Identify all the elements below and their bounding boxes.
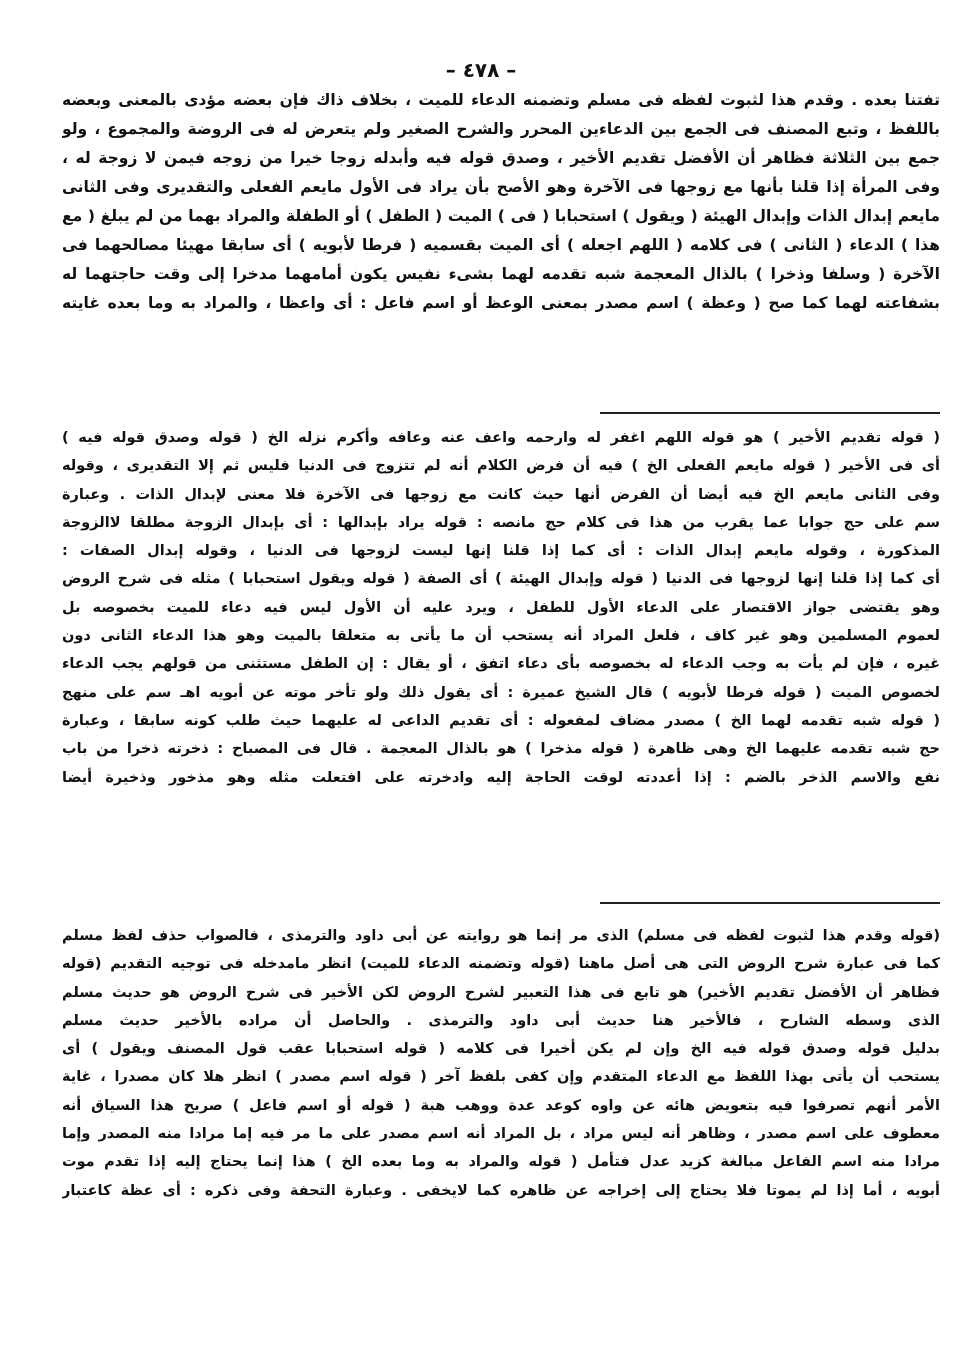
text-line: مايعم إبدال الذات وإبدال الهيئة ( ويقول ) استحبابا ( فى ) الميت ( الطفل ) أو الطفلة والمراد بهما من لم يبلغ ( مع: [62, 207, 940, 225]
main-text: [62, 86, 940, 318]
text-line: لعموم المسلمين وهو غير كاف ، فلعل المراد أنه يستحب أن ما يأتى به متعلقا بالميت وهو هذا الدعاء الثانى دون: [62, 628, 940, 645]
text-line: باللفظ ، وتبع المصنف فى الجمع بين الدعاءين المحرر والشرح الصغير ولم يتعرض له فى الروضة والمجموع ، ولو: [62, 120, 940, 138]
text-line: الذى وسطه الشارح ، فالأخير هنا حديث أبى داود والترمذى . والحاصل أن مراده بالأخير حديث مسلم: [62, 1012, 940, 1029]
text-line: وهو يقتضى جواز الاقتصار على الدعاء الأول للطفل ، ويرد عليه أن الأول ليس فيه دعاء للميت بخصوصه بل: [62, 599, 940, 616]
text-line: ( قوله تقديم الأخير ) هو قوله اللهم اغفر له وارحمه واعف عنه وعافه وأكرم نزله الخ ( قوله وصدق قوله فيه ): [62, 430, 940, 446]
text-line: فظاهر أن الأفضل تقديم الأخير) هو تابع فى هذا التعبير لشرح الروض لكن الأخير فى شرح الروض هو حديث مسلم: [62, 984, 940, 1001]
page-number: – ٤٧٨ –: [445, 58, 517, 82]
text-line: تفتنا بعده . وقدم هذا لثبوت لفظه فى مسلم وتضمنه الدعاء للميت ، بخلاف ذاك فإن بعضه مؤدى بالمعنى وبعضه: [62, 91, 940, 109]
text-line: (قوله وقدم هذا لثبوت لفظه فى مسلم) الذى مر إنما هو روايته عن أبى داود والترمذى ، فالصواب حذف لفظ مسلم: [62, 928, 940, 944]
text-line: الآخرة ( وسلفا وذخرا ) بالذال المعجمة شبه تقدمه لهما بشىء نفيس يكون أمامهما مدخرا إلى وقت حاجتهما له: [62, 265, 940, 283]
text-line: بدليل قوله وصدق قوله فيه الخ وإن لم يكن أخيرا فى كلامه ( قوله استحبابا عقب قول المصنف ويقول ) أى: [62, 1041, 940, 1058]
text-line: وفى المرأة إذا قلنا بأنها مع زوجها فى الآخرة وهو الأصح بأن يراد فى الأول مايعم الفعلى والتقديرى وفى الثانى: [62, 178, 940, 196]
text-line: المذكورة ، وقوله مايعم إبدال الذات : أى كما إذا قلنا إنها ليست لزوجها فى الدنيا ، وقوله إبدال الصفات :: [62, 543, 940, 560]
footnote-section-2: [62, 922, 940, 1205]
text-line: لخصوص الميت ( قوله فرطا لأبويه ) قال الشيخ عميرة : أى يقول ذلك ولو تأخر موته عن أبويه اهـ سم على منهج: [62, 684, 940, 701]
text-line: مرادا منه اسم الفاعل مبالغة كزيد عدل فتأمل ( قوله والمراد به وما بعده الخ ) هذا إنما يحتاج إليه إذا تقدم موت: [62, 1154, 940, 1171]
text-line: الأمر أنهم تصرفوا فيه بتعويض هائه عن واوه كوعد عدة ووهب هبة ( قوله أو اسم فاعل ) صريح هذا السياق أنه: [62, 1097, 940, 1114]
text-line: يستحب أن يأتى بهذا اللفظ مع الدعاء المتقدم وإن كفى بلفظ آخر ( قوله اسم مصدر ) انظر هلا كان مصدرا ، غاية: [62, 1069, 940, 1086]
text-line: هذا ) الدعاء ( الثانى ) فى كلامه ( اللهم اجعله ) أى الميت بقسميه ( فرطا لأبويه ) أى سابقا مهيئا مصالحهما فى: [62, 236, 940, 254]
text-line: نفع والاسم الذخر بالضم : إذا أعددته لوقت الحاجة إليه وادخرته على افتعلت مثله وهو مذخور وذخيرة أيضا: [62, 769, 940, 786]
text-line: معطوف على اسم مصدر ، وظاهر أنه ليس مراد ، بل المراد أنه اسم مصدر على ما مر فيه إما مرادا منه المصدر وإما: [62, 1126, 940, 1143]
footnote-section-1: [62, 424, 940, 792]
text-line: غيره ، فإن لم يأت به وجب الدعاء له بخصوصه بأى دعاء اتفق ، أو يقال : إن الطفل مستثنى من قولهم يجب الدعاء: [62, 656, 940, 673]
text-line: بشفاعته لهما كما صح ( وعظة ) اسم مصدر بمعنى الوعظ أو اسم فاعل : أى واعظا ، والمراد به وما بعده غايته: [62, 294, 940, 312]
footnote-divider: [600, 902, 940, 904]
text-line: أبويه ، أما إذا لم يموتا فلا يحتاج إلى إخراجه عن ظاهره كما لايخفى . وعبارة التحفة وفى ذكره : أى عظة كاعتبار: [62, 1182, 940, 1199]
text-line: أى كما إذا قلنا إنها لزوجها فى الدنيا ( قوله وإبدال الهيئة ) أى الصفة ( قوله ويقول استحبابا ) مثله فى شرح الروض: [62, 571, 940, 588]
text-line: حج شبه تقدمه عليهما الخ وهى ظاهرة ( قوله مذخرا ) هو بالذال المعجمة . قال فى المصباح : ذخرته ذخرا من باب: [62, 741, 940, 758]
footnote-divider: [600, 412, 940, 414]
text-line: وفى الثانى مايعم الخ فيه أيضا أن الفرض أنها حيث كانت مع زوجها فى الآخرة فلا معنى لإبدال الذات . وعبارة: [62, 486, 940, 503]
text-line: ( قوله شبه تقدمه لهما الخ ) مصدر مضاف لمفعوله : أى تقديم الداعى له عليهما حيث طلب كونه سابقا ، وعبارة: [62, 712, 940, 729]
text-line: جمع بين الثلاثة فظاهر أن الأفضل تقديم الأخير ، وصدق قوله فيه وأبدله زوجا خيرا من زوجه فيمن لا زوجة له ،: [62, 149, 940, 167]
text-line: أى فى الأخير ( قوله مايعم الفعلى الخ ) فيه أن فرض الكلام أنه لم تتزوج فى الدنيا فليس ثم إلا التقديرى ، وقوله: [62, 458, 940, 475]
text-line: سم على حج جوابا عما يقرب من هذا فى كلام حج مانصه : قوله يراد بإبدالها : أى بإبدال الزوجة مطلقا لاالزوجة: [62, 514, 940, 531]
text-line: كما فى عبارة شرح الروض التى هى أصل ماهنا (قوله وتضمنه الدعاء للميت) انظر مامدخله فى توجيه التقديم (قوله: [62, 956, 940, 973]
